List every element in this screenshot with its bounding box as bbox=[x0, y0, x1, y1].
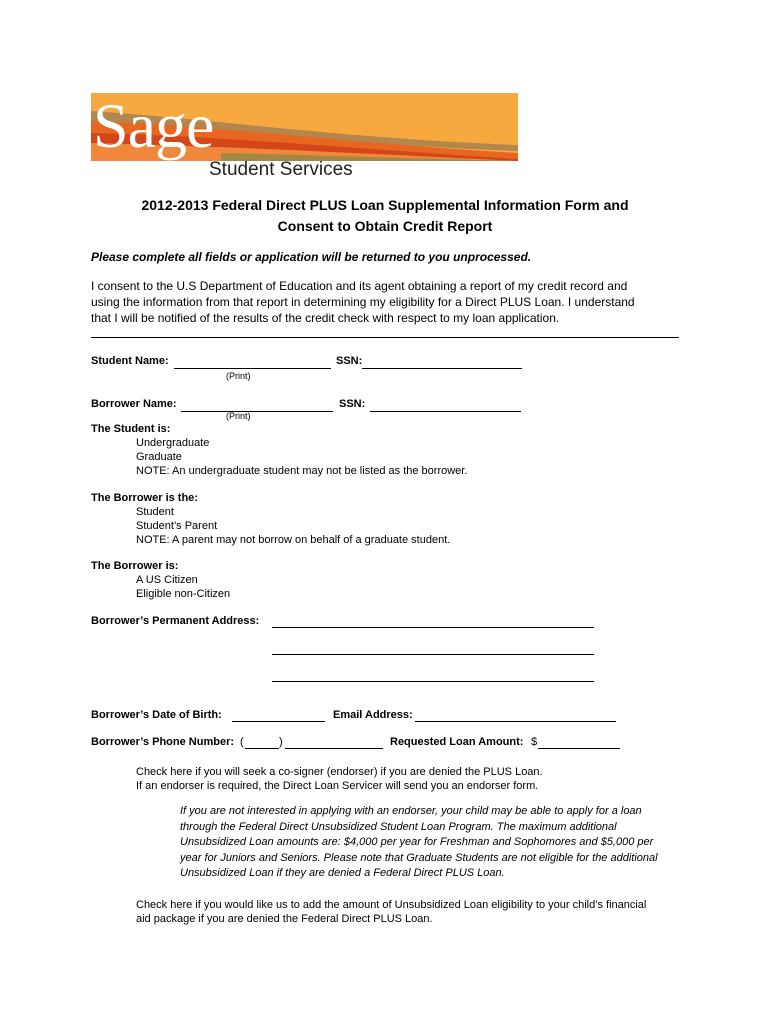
consent-paragraph bbox=[91, 278, 691, 326]
divider bbox=[91, 337, 679, 338]
phone-area-code-field[interactable] bbox=[245, 748, 279, 749]
currency-symbol: $ bbox=[531, 736, 538, 748]
form-title-line2: Consent to Obtain Credit Report bbox=[277, 218, 493, 234]
loan-amount-label: Requested Loan Amount: bbox=[390, 736, 524, 748]
student-is-heading: The Student is: bbox=[91, 423, 171, 435]
option-us-citizen[interactable]: A US Citizen bbox=[136, 574, 198, 586]
info-line: If you are not interested in applying with an endorser, your child may be able to apply for a loan bbox=[180, 805, 642, 817]
student-note: NOTE: An undergraduate student may not be listed as the borrower. bbox=[136, 465, 468, 477]
info-line: through the Federal Direct Unsubsidized Student Loan Program. The maximum additional bbox=[180, 820, 617, 833]
loan-amount-field[interactable] bbox=[538, 748, 620, 749]
option-eligible-non-citizen[interactable]: Eligible non-Citizen bbox=[136, 588, 231, 600]
print-hint: (Print) bbox=[226, 371, 251, 381]
unsubsidized-info bbox=[180, 804, 700, 882]
cosigner-checkbox-label[interactable]: Check here if you will seek a co-signer (endorser) if you are denied the PLUS Loan. bbox=[136, 766, 543, 778]
phone-close-paren: ) bbox=[279, 736, 283, 748]
add-unsubsidized-note: aid package if you are denied the Federal Direct PLUS Loan. bbox=[136, 913, 433, 925]
phone-open-paren: ( bbox=[240, 736, 244, 748]
borrower-note: NOTE: A parent may not borrow on behalf of a graduate student. bbox=[136, 534, 451, 546]
student-ssn-label: SSN: bbox=[336, 355, 363, 367]
borrower-ssn-label: SSN: bbox=[339, 398, 366, 410]
print-hint: (Print) bbox=[226, 411, 251, 421]
borrower-is-the-heading: The Borrower is the: bbox=[91, 492, 198, 504]
address-label: Borrower’s Permanent Address: bbox=[91, 615, 260, 627]
student-name-label: Student Name: bbox=[91, 355, 169, 367]
email-label: Email Address: bbox=[333, 709, 413, 721]
option-students-parent[interactable]: Student’s Parent bbox=[136, 520, 218, 532]
phone-label: Borrower’s Phone Number: bbox=[91, 736, 235, 748]
option-graduate[interactable]: Graduate bbox=[136, 451, 182, 463]
logo-subtitle: Student Services bbox=[209, 159, 353, 180]
student-ssn-field[interactable] bbox=[362, 368, 522, 369]
dob-label: Borrower’s Date of Birth: bbox=[91, 709, 222, 721]
student-name-field[interactable] bbox=[174, 368, 331, 369]
phone-number-field[interactable] bbox=[285, 748, 383, 749]
consent-line: that I will be notified of the results of the credit check with respect to my loan application. bbox=[91, 311, 560, 325]
logo-brand: Sage bbox=[93, 90, 214, 161]
consent-line: using the information from that report in determining my eligibility for a Direct PLUS Loan. I understand bbox=[91, 295, 635, 309]
sage-logo bbox=[91, 90, 518, 185]
cosigner-note: If an endorser is required, the Direct Loan Servicer will send you an endorser form. bbox=[136, 780, 539, 792]
info-line: year for Juniors and Seniors. Please note that Graduate Students are not eligible for the additional bbox=[180, 851, 658, 864]
instructions-notice: Please complete all fields or application will be returned to you unprocessed. bbox=[91, 250, 532, 264]
borrower-name-label: Borrower Name: bbox=[91, 398, 177, 410]
borrower-ssn-field[interactable] bbox=[370, 411, 521, 412]
email-field[interactable] bbox=[415, 721, 616, 722]
address-line-1-field[interactable] bbox=[272, 627, 594, 628]
form-title-line1: 2012-2013 Federal Direct PLUS Loan Supplemental Information Form and bbox=[141, 197, 629, 213]
address-line-3-field[interactable] bbox=[272, 681, 594, 682]
info-line: Unsubsidized Loan amounts are: $4,000 per year for Freshman and Sophomores and $5,000 per bbox=[180, 836, 654, 848]
option-student[interactable]: Student bbox=[136, 506, 174, 518]
address-line-2-field[interactable] bbox=[272, 654, 594, 655]
borrower-is-heading: The Borrower is: bbox=[91, 560, 179, 572]
dob-field[interactable] bbox=[232, 721, 325, 722]
option-undergraduate[interactable]: Undergraduate bbox=[136, 437, 210, 449]
borrower-name-field[interactable] bbox=[181, 411, 333, 412]
info-line: Unsubsidized Loan if they are denied a Federal Direct PLUS Loan. bbox=[180, 867, 505, 879]
add-unsubsidized-checkbox-label[interactable]: Check here if you would like us to add the amount of Unsubsidized Loan eligibility to your child’s financial bbox=[136, 899, 647, 911]
consent-line: I consent to the U.S Department of Education and its agent obtaining a report of my credit record and bbox=[91, 279, 628, 293]
